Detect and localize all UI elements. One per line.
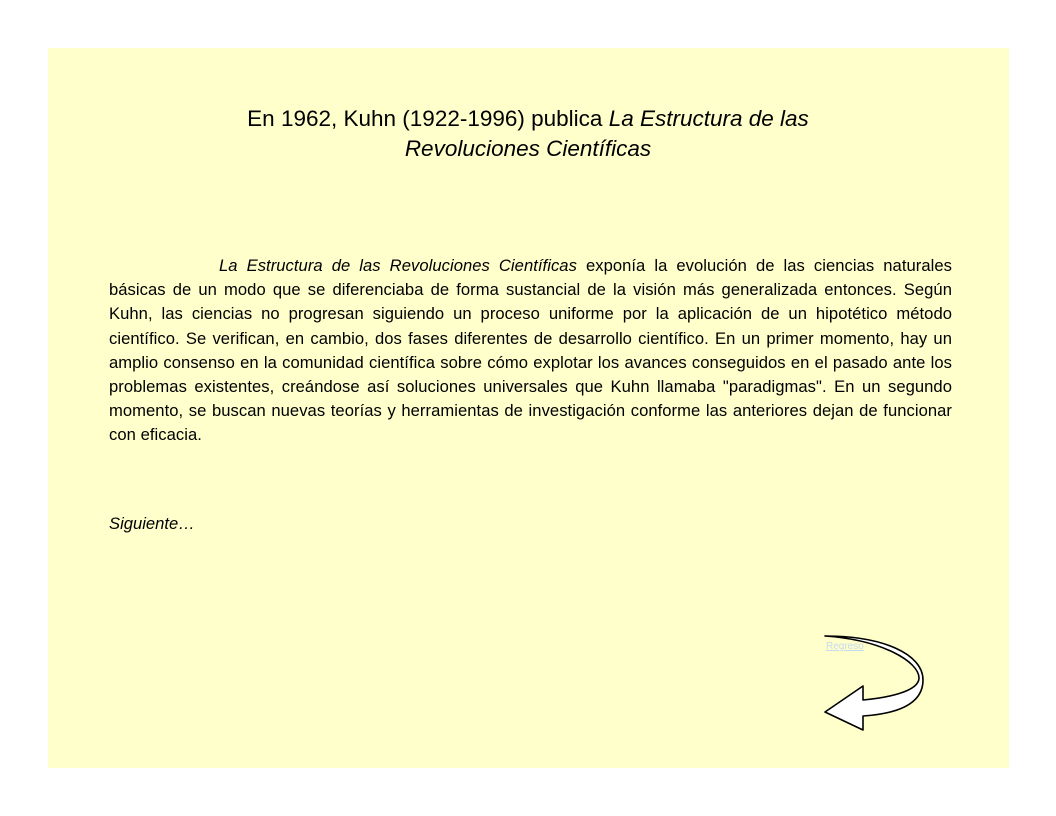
title-book-name-line2: Revoluciones Científicas (404, 136, 652, 161)
next-link[interactable]: Siguiente… (109, 514, 195, 533)
body-paragraph (109, 254, 952, 448)
title-text: En 1962, Kuhn (1922-1996) publica (247, 106, 609, 131)
paragraph-text: exponía la evolución de las ciencias naturales básicas de un modo que se diferenciaba de forma sustancial de la visión más generalizada entonces. Según Kuhn, las ciencias no progresan siguiendo un proceso uniforme por la aplicación de un hipotético método científico. Se verifican, en cambio, dos fases diferentes de desarrollo científico. En un primer momento, hay un amplio consenso en la comunidad científica sobre cómo explotar los avances conseguidos en el pasado ante los problemas existentes, creándose así soluciones universales que Kuhn llamaba "paradigmas". En un segundo momento, se buscan nuevas teorías y herramientas de investigación conforme las anteriores dejan de funcionar con eficacia. (109, 256, 952, 445)
title-book-name: La Estructura de las (608, 106, 809, 131)
book-title-italic: La Estructura de las Revoluciones Científicas (219, 256, 577, 275)
slide-title (148, 104, 908, 164)
back-link[interactable]: Regreso (826, 641, 864, 652)
slide (48, 48, 1009, 768)
